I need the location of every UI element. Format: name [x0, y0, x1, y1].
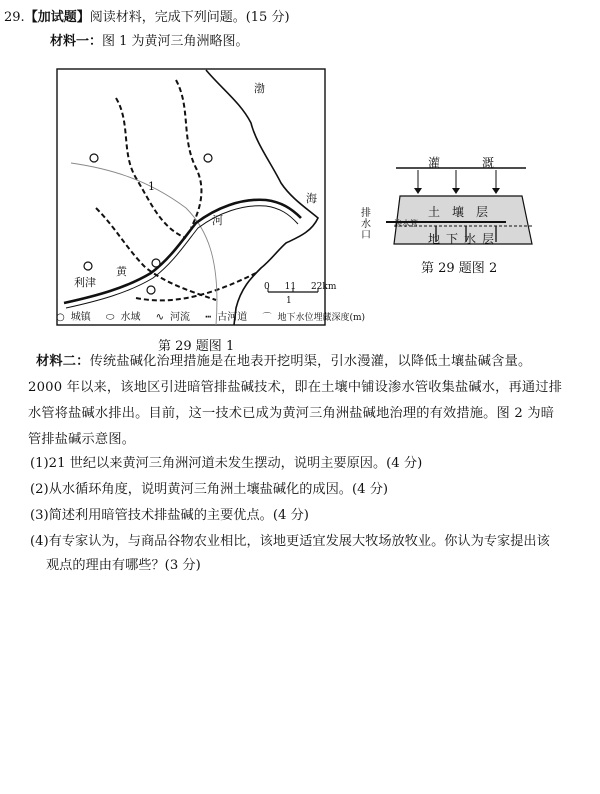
- old-channel-symbol-icon: ┅: [205, 312, 212, 323]
- question-3: (3)简述利用暗管技术排盐碱的主要优点。(4 分): [30, 508, 309, 523]
- town-marker: [204, 154, 212, 162]
- scale-tick-11: 11: [284, 282, 297, 292]
- irrigation-char-1: 灌: [428, 156, 441, 170]
- map-label-lijin: 利津: [74, 276, 96, 289]
- legend-groundwater: ⌒ 地下水位埋藏深度(m): [262, 310, 371, 323]
- soil-char-3: 层: [476, 205, 489, 219]
- legend-old-channel: ┅ 古河道: [205, 312, 248, 323]
- irrigation-char-2: 溉: [482, 156, 495, 170]
- scale-ticks: [264, 282, 336, 292]
- town-symbol-icon: ○: [56, 312, 65, 323]
- question-1: (1)21 世纪以来黄河三角洲河道未发生摆动，说明主要原因。(4 分): [30, 456, 423, 471]
- old-channel-2: [176, 80, 201, 228]
- material1-label: 材料一：: [50, 34, 103, 49]
- legend-water: ⬭ 水域: [105, 312, 141, 323]
- legend-river: ∿ 河流: [155, 312, 191, 323]
- scale-tick-22: 22km: [310, 282, 337, 292]
- river-symbol-icon: ∿: [155, 312, 165, 323]
- water-symbol-icon: ⬭: [105, 312, 115, 323]
- question-instruction: 阅读材料，完成下列问题。(15 分): [89, 10, 290, 25]
- material2-label: 材料二：: [36, 354, 90, 369]
- outlet-char-2: 水: [361, 219, 371, 230]
- outlet-label: [360, 208, 372, 241]
- map-legend: [56, 308, 377, 323]
- legend-town: ○ 城镇: [56, 312, 91, 323]
- question-4: (4)有专家认为，与商品谷物农业相比，该地更适宜发展大牧场放牧业。你认为专家提出该: [30, 534, 550, 549]
- scale-tick-0: 0: [264, 282, 270, 292]
- map-label-marker: 1: [148, 180, 155, 193]
- material1: [50, 30, 249, 49]
- figure1-caption: 第 29 题图 1: [158, 339, 235, 354]
- outlet-char-1: 排: [361, 208, 371, 219]
- material1-text: 图 1 为黄河三角洲略图。: [102, 34, 249, 49]
- soil-char-2: 壤: [452, 205, 465, 219]
- groundwater-value: 1: [286, 296, 292, 306]
- material2-line-4: 管排盐碱示意图。: [28, 432, 136, 447]
- arrow-head: [492, 188, 500, 194]
- map-label-huang: 黄: [116, 265, 127, 278]
- town-marker: [84, 262, 92, 270]
- groundwater-contour: [71, 163, 217, 325]
- material2-line-3: 水管将盐碱水排出。目前，这一技术已成为黄河三角洲盐碱地治理的有效措施。图 2 为暗: [28, 406, 555, 421]
- material2-line-2: 2000 年以来，该地区引进暗管排盐碱技术，即在土壤中铺设渗水管收集盐碱水，再通过排: [28, 380, 563, 395]
- material2-line-1: 材料二：传统盐碱化治理措施是在地表开挖明渠，引水漫灌，以降低土壤盐碱含量。: [36, 354, 532, 369]
- pipe-label: 渗水管: [394, 219, 418, 228]
- groundwater-label: 地下水层: [428, 232, 501, 246]
- question-4-cont: 观点的理由有哪些？(3 分): [46, 558, 201, 573]
- map-label-he: 河: [212, 214, 223, 227]
- map-label-bo: 渤: [254, 82, 265, 95]
- soil-char-1: 土: [428, 205, 441, 219]
- town-marker: [152, 259, 160, 267]
- arrow-head: [414, 188, 422, 194]
- outlet-char-3: 口: [361, 230, 371, 241]
- figure2-caption: 第 29 题图 2: [421, 261, 498, 276]
- question-2: (2)从水循环角度，说明黄河三角洲土壤盐碱化的成因。(4 分): [30, 482, 389, 497]
- old-channel-1: [116, 98, 186, 238]
- question-tag: 【加试题】: [24, 10, 90, 25]
- map-label-hai: 海: [306, 192, 317, 205]
- question-number: 29.: [4, 10, 25, 25]
- question-header: [4, 6, 290, 25]
- town-marker: [90, 154, 98, 162]
- contour-symbol-icon: ⌒: [262, 313, 272, 323]
- town-marker: [147, 286, 155, 294]
- arrow-head: [452, 188, 460, 194]
